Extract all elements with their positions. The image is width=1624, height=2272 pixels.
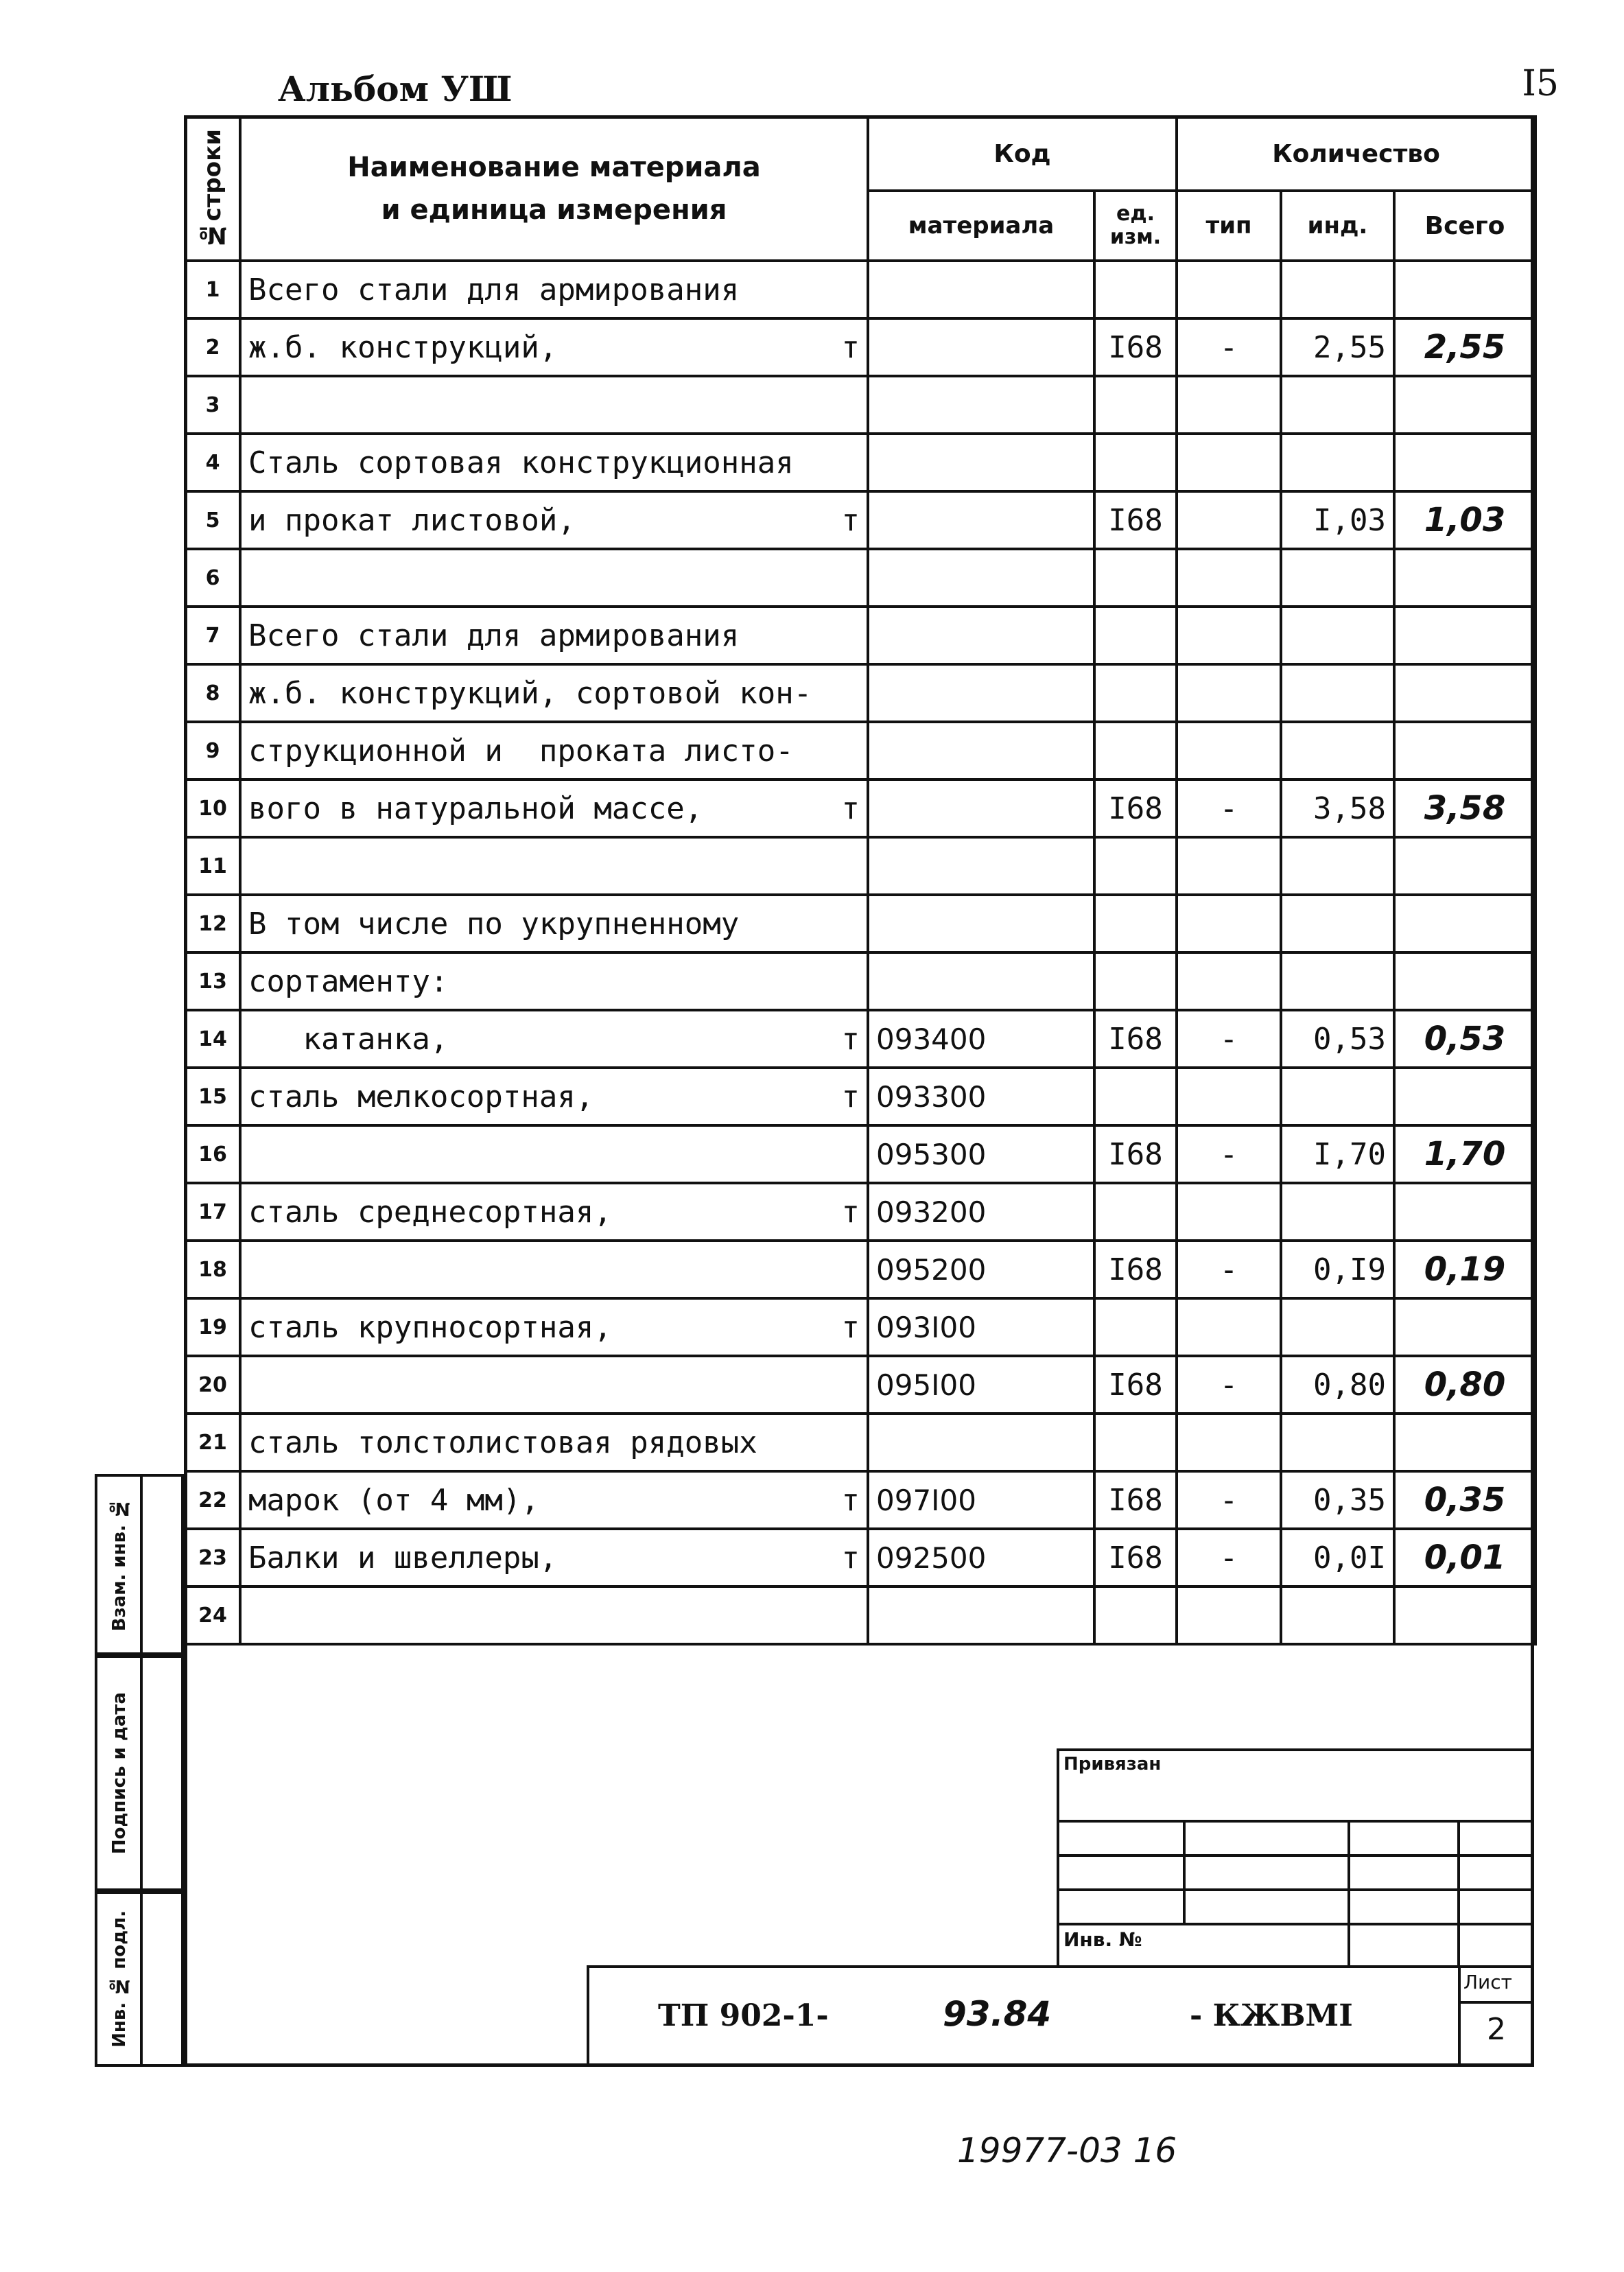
- table-row: [185, 895, 1535, 952]
- qty-type: -: [1177, 1010, 1281, 1068]
- unit-code: I68: [1094, 491, 1177, 549]
- material-code: 095I00: [868, 1356, 1094, 1414]
- material-code: [868, 261, 1094, 318]
- material-name-text: сталь мелкосортная,: [248, 1079, 594, 1114]
- material-name: [240, 1414, 868, 1471]
- table-row: [185, 722, 1535, 780]
- qty-ind: 0,0I: [1281, 1529, 1394, 1586]
- table-body: [185, 261, 1535, 1644]
- material-name: [240, 1241, 868, 1298]
- qty-ind: [1281, 1414, 1394, 1471]
- table-row: [185, 1125, 1535, 1183]
- material-name-text: Сталь сортовая конструкционная: [248, 445, 794, 480]
- material-name: [240, 722, 868, 780]
- unit-code: I68: [1094, 1529, 1177, 1586]
- qty-total: [1394, 837, 1535, 895]
- material-name-text: Балки и швеллеры,: [248, 1540, 558, 1576]
- material-name: [240, 1356, 868, 1414]
- unit-code: [1094, 1183, 1177, 1241]
- qty-ind: [1281, 1183, 1394, 1241]
- unit-code: [1094, 261, 1177, 318]
- table-row: [185, 1068, 1535, 1125]
- table-row: [185, 491, 1535, 549]
- row-number: 17: [185, 1183, 240, 1241]
- unit-code: [1094, 549, 1177, 607]
- header-qty-group: Количество: [1177, 117, 1535, 191]
- handwritten-footer-note: 19977-03 16: [957, 2131, 1177, 2170]
- material-unit: т: [841, 790, 860, 826]
- material-unit: т: [841, 1079, 860, 1114]
- doc-suffix: - КЖВМI: [1190, 1998, 1353, 2033]
- qty-total: 0,01: [1394, 1529, 1535, 1586]
- row-number: 9: [185, 722, 240, 780]
- table-row: [185, 1356, 1535, 1414]
- material-code: [868, 952, 1094, 1010]
- unit-code: [1094, 376, 1177, 434]
- qty-total: [1394, 1298, 1535, 1356]
- unit-code: I68: [1094, 318, 1177, 376]
- qty-ind: [1281, 1298, 1394, 1356]
- doc-prefix: ТП 902-1-: [658, 1998, 829, 2033]
- material-unit: т: [841, 1482, 860, 1518]
- unit-code: I68: [1094, 1010, 1177, 1068]
- table-row: [185, 549, 1535, 607]
- material-code: 093200: [868, 1183, 1094, 1241]
- qty-type: [1177, 549, 1281, 607]
- doc-number: 93.84: [943, 1994, 1052, 2034]
- header-name-line2: и единица измерения: [381, 194, 727, 226]
- unit-code: I68: [1094, 1241, 1177, 1298]
- material-unit: т: [841, 1309, 860, 1345]
- unit-code: [1094, 952, 1177, 1010]
- material-unit: т: [841, 1194, 860, 1230]
- material-code: [868, 895, 1094, 952]
- qty-total: [1394, 1586, 1535, 1644]
- qty-type: [1177, 491, 1281, 549]
- qty-total: 0,35: [1394, 1471, 1535, 1529]
- material-name-text: Всего стали для армирования: [248, 272, 740, 307]
- header-code-group: Код: [868, 117, 1177, 191]
- material-name-text: ж.б. конструкций, сортовой кон-: [248, 675, 812, 711]
- material-name-text: сталь среднесортная,: [248, 1194, 612, 1230]
- row-number: 6: [185, 549, 240, 607]
- qty-type: -: [1177, 780, 1281, 837]
- qty-total: 0,80: [1394, 1356, 1535, 1414]
- material-name: [240, 1125, 868, 1183]
- side-stamp-inv-podl: [95, 1891, 184, 2067]
- material-name: [240, 376, 868, 434]
- material-name: [240, 607, 868, 664]
- qty-type: [1177, 607, 1281, 664]
- material-name: [240, 434, 868, 491]
- qty-total: [1394, 434, 1535, 491]
- table-row: [185, 434, 1535, 491]
- material-unit: т: [841, 502, 860, 538]
- material-name-text: сталь крупносортная,: [248, 1309, 612, 1345]
- material-name: [240, 318, 868, 376]
- qty-type: -: [1177, 1471, 1281, 1529]
- header-row-no: [185, 117, 240, 261]
- material-code: [868, 549, 1094, 607]
- qty-type: -: [1177, 1356, 1281, 1414]
- table-row: [185, 1471, 1535, 1529]
- qty-total: [1394, 722, 1535, 780]
- material-code: [868, 664, 1094, 722]
- row-number: 7: [185, 607, 240, 664]
- table-row: [185, 780, 1535, 837]
- material-code: 093400: [868, 1010, 1094, 1068]
- qty-ind: [1281, 952, 1394, 1010]
- row-number: 11: [185, 837, 240, 895]
- qty-ind: [1281, 549, 1394, 607]
- qty-type: [1177, 1414, 1281, 1471]
- material-name-text: и прокат листовой,: [248, 502, 576, 538]
- qty-total: 1,03: [1394, 491, 1535, 549]
- material-name-text: струкционной и проката листо-: [248, 733, 794, 769]
- row-number: 5: [185, 491, 240, 549]
- qty-ind: [1281, 1068, 1394, 1125]
- qty-type: [1177, 664, 1281, 722]
- qty-type: [1177, 952, 1281, 1010]
- header-qty-total: Всего: [1394, 191, 1535, 261]
- row-number: 18: [185, 1241, 240, 1298]
- material-code: [868, 434, 1094, 491]
- qty-ind: 0,35: [1281, 1471, 1394, 1529]
- qty-ind: 0,53: [1281, 1010, 1394, 1068]
- qty-type: -: [1177, 1529, 1281, 1586]
- row-number: 8: [185, 664, 240, 722]
- side-stamp-inv-podl-label: Инв. № подл.: [109, 1910, 130, 2048]
- unit-code: [1094, 1298, 1177, 1356]
- album-label: Альбом УШ: [278, 69, 513, 109]
- qty-total: 0,53: [1394, 1010, 1535, 1068]
- row-number: 13: [185, 952, 240, 1010]
- table-row: [185, 376, 1535, 434]
- side-stamp-podpis-label: Подпись и дата: [109, 1691, 130, 1855]
- unit-code: [1094, 434, 1177, 491]
- material-name: [240, 1298, 868, 1356]
- material-code: [868, 1414, 1094, 1471]
- qty-ind: [1281, 664, 1394, 722]
- table-row: [185, 952, 1535, 1010]
- material-name-text: марок (от 4 мм),: [248, 1482, 539, 1518]
- table-row: [185, 1529, 1535, 1586]
- material-name: [240, 837, 868, 895]
- unit-code: [1094, 1068, 1177, 1125]
- table-row: [185, 1414, 1535, 1471]
- unit-code: [1094, 895, 1177, 952]
- unit-code: [1094, 607, 1177, 664]
- qty-ind: I,03: [1281, 491, 1394, 549]
- qty-type: [1177, 895, 1281, 952]
- page-number: I5: [1522, 63, 1559, 104]
- material-unit: т: [841, 329, 860, 365]
- material-name: [240, 549, 868, 607]
- material-code: [868, 491, 1094, 549]
- qty-total: [1394, 895, 1535, 952]
- row-number: 22: [185, 1471, 240, 1529]
- material-code: 093300: [868, 1068, 1094, 1125]
- material-name-text: сталь толстолистовая рядовых: [248, 1425, 757, 1460]
- qty-ind: 0,80: [1281, 1356, 1394, 1414]
- qty-ind: 3,58: [1281, 780, 1394, 837]
- unit-code: I68: [1094, 780, 1177, 837]
- qty-type: -: [1177, 1241, 1281, 1298]
- material-name-text: Всего стали для армирования: [248, 618, 740, 653]
- table-row: [185, 261, 1535, 318]
- row-number: 24: [185, 1586, 240, 1644]
- material-name: [240, 1529, 868, 1586]
- document-title-block: [587, 1965, 1534, 2067]
- qty-type: [1177, 1586, 1281, 1644]
- qty-ind: [1281, 261, 1394, 318]
- material-name: [240, 491, 868, 549]
- qty-total: [1394, 1183, 1535, 1241]
- qty-ind: [1281, 376, 1394, 434]
- material-code: 092500: [868, 1529, 1094, 1586]
- unit-code: [1094, 1414, 1177, 1471]
- header-qty-ind: инд.: [1281, 191, 1394, 261]
- row-number: 15: [185, 1068, 240, 1125]
- table-row: [185, 1183, 1535, 1241]
- material-code: 095300: [868, 1125, 1094, 1183]
- material-name: [240, 1183, 868, 1241]
- qty-total: [1394, 1068, 1535, 1125]
- row-number: 12: [185, 895, 240, 952]
- qty-ind: [1281, 1586, 1394, 1644]
- qty-type: -: [1177, 318, 1281, 376]
- header-row-no-text: №строки: [199, 128, 226, 249]
- qty-total: 3,58: [1394, 780, 1535, 837]
- material-name: [240, 261, 868, 318]
- side-stamp-podpis: [95, 1655, 184, 1891]
- qty-ind: [1281, 607, 1394, 664]
- unit-code: I68: [1094, 1356, 1177, 1414]
- unit-code: I68: [1094, 1471, 1177, 1529]
- material-unit: т: [841, 1021, 860, 1057]
- table-header: [185, 117, 1535, 261]
- material-name: [240, 952, 868, 1010]
- qty-type: [1177, 1183, 1281, 1241]
- qty-total: [1394, 1414, 1535, 1471]
- material-name-text: В том числе по укрупненному: [248, 906, 740, 941]
- qty-type: -: [1177, 1125, 1281, 1183]
- qty-ind: [1281, 895, 1394, 952]
- material-code: [868, 318, 1094, 376]
- header-name: [240, 117, 868, 261]
- row-number: 19: [185, 1298, 240, 1356]
- qty-total: 0,19: [1394, 1241, 1535, 1298]
- header-qty-type: тип: [1177, 191, 1281, 261]
- qty-ind: I,70: [1281, 1125, 1394, 1183]
- table-row: [185, 837, 1535, 895]
- table-row: [185, 664, 1535, 722]
- sheet-number: 2: [1487, 2012, 1506, 2047]
- material-name-text: ж.б. конструкций,: [248, 329, 558, 365]
- material-name-text: вого в натуральной массе,: [248, 790, 703, 826]
- unit-code: I68: [1094, 1125, 1177, 1183]
- row-number: 4: [185, 434, 240, 491]
- qty-type: [1177, 376, 1281, 434]
- qty-ind: 2,55: [1281, 318, 1394, 376]
- qty-ind: [1281, 837, 1394, 895]
- material-code: [868, 376, 1094, 434]
- material-name: [240, 1586, 868, 1644]
- qty-type: [1177, 837, 1281, 895]
- row-number: 20: [185, 1356, 240, 1414]
- sheet-label: Лист: [1463, 1971, 1512, 1993]
- header-name-line1: Наименование материала: [347, 152, 761, 183]
- inv-no-label: Инв. №: [1063, 1928, 1142, 1951]
- qty-total: [1394, 549, 1535, 607]
- table-row: [185, 1586, 1535, 1644]
- row-number: 3: [185, 376, 240, 434]
- unit-code: [1094, 722, 1177, 780]
- qty-type: [1177, 261, 1281, 318]
- material-spec-table: [184, 115, 1537, 1646]
- qty-total: 2,55: [1394, 318, 1535, 376]
- qty-total: [1394, 261, 1535, 318]
- material-code: 095200: [868, 1241, 1094, 1298]
- binding-label: Привязан: [1063, 1754, 1162, 1775]
- qty-total: [1394, 607, 1535, 664]
- qty-type: [1177, 434, 1281, 491]
- material-name-text: катанка,: [248, 1021, 449, 1057]
- row-number: 1: [185, 261, 240, 318]
- unit-code: [1094, 837, 1177, 895]
- qty-ind: [1281, 722, 1394, 780]
- qty-ind: [1281, 434, 1394, 491]
- material-name: [240, 664, 868, 722]
- row-number: 23: [185, 1529, 240, 1586]
- material-name: [240, 780, 868, 837]
- material-code: [868, 780, 1094, 837]
- qty-type: [1177, 1068, 1281, 1125]
- material-code: [868, 1586, 1094, 1644]
- qty-type: [1177, 1298, 1281, 1356]
- table-row: [185, 1241, 1535, 1298]
- row-number: 2: [185, 318, 240, 376]
- material-unit: т: [841, 1540, 860, 1576]
- material-name-text: сортаменту:: [248, 963, 449, 999]
- material-name: [240, 1068, 868, 1125]
- qty-total: [1394, 664, 1535, 722]
- qty-total: [1394, 376, 1535, 434]
- material-code: 097I00: [868, 1471, 1094, 1529]
- qty-ind: 0,I9: [1281, 1241, 1394, 1298]
- table-row: [185, 318, 1535, 376]
- unit-code: [1094, 1586, 1177, 1644]
- qty-total: [1394, 952, 1535, 1010]
- qty-total: 1,70: [1394, 1125, 1535, 1183]
- binding-stamp: [1057, 1748, 1534, 1968]
- table-row: [185, 607, 1535, 664]
- side-stamp-vzam: [95, 1474, 184, 1655]
- row-number: 14: [185, 1010, 240, 1068]
- table-row: [185, 1010, 1535, 1068]
- material-code: 093I00: [868, 1298, 1094, 1356]
- unit-code: [1094, 664, 1177, 722]
- material-name: [240, 1471, 868, 1529]
- row-number: 10: [185, 780, 240, 837]
- material-code: [868, 837, 1094, 895]
- table-row: [185, 1298, 1535, 1356]
- material-name: [240, 1010, 868, 1068]
- header-code-material: материала: [868, 191, 1094, 261]
- material-code: [868, 722, 1094, 780]
- side-stamp-vzam-label: Взам. инв. №: [109, 1497, 130, 1632]
- material-name: [240, 895, 868, 952]
- qty-type: [1177, 722, 1281, 780]
- header-code-unit: ед. изм.: [1094, 191, 1177, 261]
- material-code: [868, 607, 1094, 664]
- row-number: 21: [185, 1414, 240, 1471]
- row-number: 16: [185, 1125, 240, 1183]
